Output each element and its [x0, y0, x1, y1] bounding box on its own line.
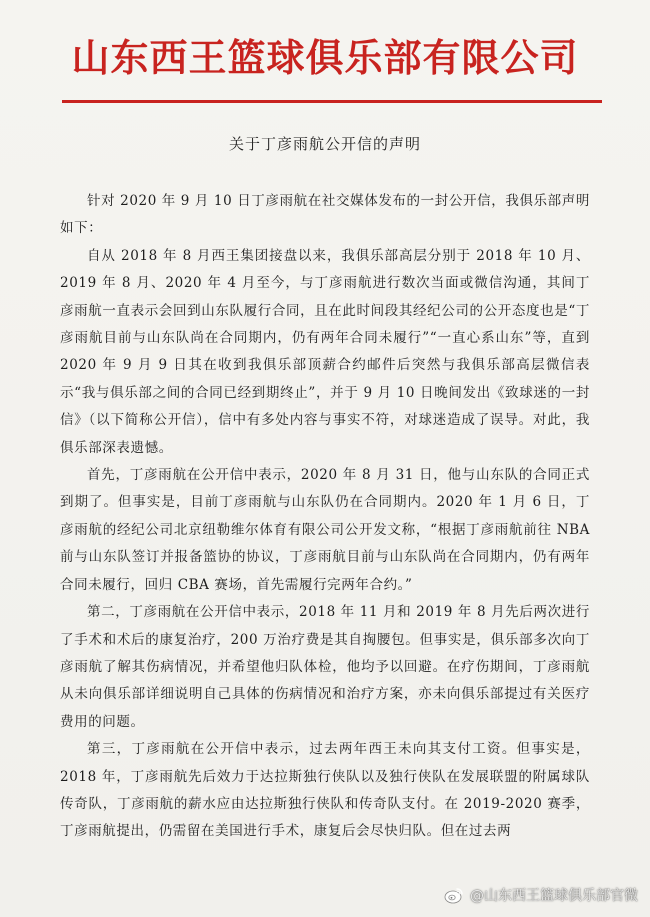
document-title: 关于丁彦雨航公开信的声明: [228, 135, 421, 153]
paragraph-background: 自从 2018 年 8 月西王集团接盘以来，我俱乐部高层分别于 2018 年 10 月、2019 年 8 月、2020 年 4 月至今，与丁彦雨航进行数次当面或微信沟通，其间丁彦雨航一直表示会回到山东队履行合同，且在此时间段其经纪公司的公开态度也是“丁彦雨航目前与山东队尚在合同期内，仍有两年合同未履行”“一直心系山东”等，直到 2020 年 9 月 9 日其在收到我俱乐部顶薪合约邮件后突然与我俱乐部高层微信表示“我与俱乐部之间的合同已经到期终止”，并于 9 月 10 日晚间发出《致球迷的一封信》（以下简称公开信），信中有多处内容与事实不符，对球迷造成了误导。对此，我俱乐部深表遗憾。: [60, 247, 590, 456]
paragraph-first-point: 首先，丁彦雨航在公开信中表示，2020 年 8 月 31 日，他与山东队的合同正式到期了。但事实是，目前丁彦雨航与山东队仍在合同期内。2020 年 1 月 6 日，丁彦雨航的经纪公司北京纽勒维尔体育有限公司公开发文称，“根据丁彦雨航前往 NBA 前与山东队签订并报备篮协的协议，丁彦雨航目前与山东队尚在合同期内，仍有两年合同未履行，回归 CBA 赛场，首先需履行完两年合约。”: [60, 467, 590, 593]
document-body: [60, 188, 590, 846]
weibo-watermark: [444, 885, 638, 905]
weibo-icon: [444, 886, 464, 904]
watermark-text: @山东西王篮球俱乐部官微: [470, 888, 638, 904]
paragraph-second-point: 第二，丁彦雨航在公开信中表示，2018 年 11 月和 2019 年 8 月先后两次进行了手术和术后的康复治疗，200 万治疗费是其自掏腰包。但事实是，俱乐部多次向丁彦雨航了解其伤病情况，并希望他归队体检，他均予以回避。在疗伤期间，丁彦雨航从未向俱乐部详细说明自己具体的伤病情况和治疗方案，亦未向俱乐部提过有关医疗费用的问题。: [60, 604, 590, 730]
letterhead-red-rule: [62, 100, 602, 103]
paragraph-third-point: 第三，丁彦雨航在公开信中表示，过去两年西王未向其支付工资。但事实是，2018 年，丁彦雨航先后效力于达拉斯独行侠队以及独行侠队在发展联盟的附属球队传奇队，丁彦雨航的薪水应由达拉斯独行侠队和传奇队支付。在 2019-2020 赛季，丁彦雨航提出，仍需留在美国进行手术，康复后会尽快归队。但在过去两: [60, 741, 590, 840]
letterhead-org-name: 山东西王篮球俱乐部有限公司: [71, 36, 579, 80]
paragraph-intro: 针对 2020 年 9 月 10 日丁彦雨航在社交媒体发布的一封公开信，我俱乐部声明如下：: [60, 193, 590, 237]
